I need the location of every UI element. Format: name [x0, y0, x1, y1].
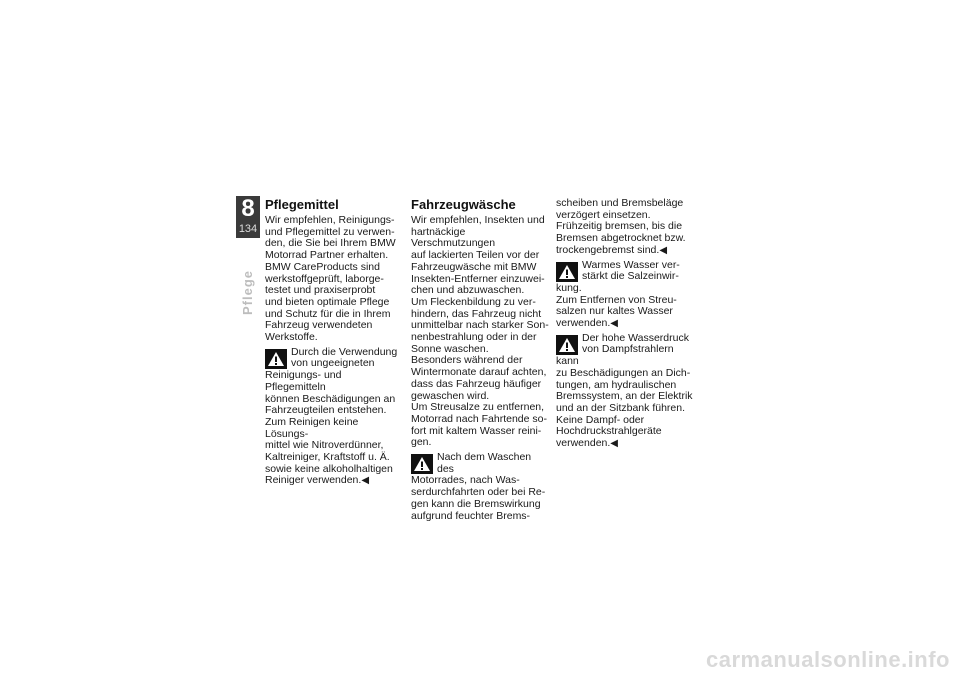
- warm-water-warning: [556, 260, 694, 330]
- brake-warning-text-part2: scheiben und Bremsbeläge verzögert einsetzen. Frühzeitig bremsen, bis die Bremsen abgetrocknet bzw. trockengebremst sind.: [556, 197, 686, 256]
- chapter-number: 8: [241, 195, 255, 222]
- watermark: carmanualsonline.info: [706, 647, 950, 672]
- warm-water-warning-text: Warmes Wasser ver- stärkt die Salzeinwir- kung. Zum Entfernen von Streu- salzen nur kaltes Wasser verwenden.: [556, 258, 680, 330]
- end-marker-icon: ◀: [361, 475, 370, 487]
- fahrzeugwaesche-intro: Wir empfehlen, Insekten und hartnäckige Verschmutzungen auf lackierten Teilen vor der Fahrzeugwäsche mit BMW Insekten-Entferner einzuwei- chen und abzuwaschen. Um Fleckenbildung zu ver- hindern, das Fahrzeug nicht unmittelbar nach starker Son- nenbestrahlung oder in der Sonne waschen. Besonders während der Wintermonate darauf achten, dass das Fahrzeug häufiger gewaschen wird. Um Streusalze zu entfernen, Motorrad nach Fahrtende so- fort mit kaltem Wasser reini- gen.: [411, 214, 549, 449]
- end-marker-icon: ◀: [659, 244, 668, 256]
- pflegemittel-warning-text: Durch die Verwendung von ungeeigneten Reinigungs- und Pflegemitteln können Beschädigungen an Fahrzeugteilen entstehen. Zum Reinigen keine Lösungs- mittel wie Nitroverdünner, Kaltreiniger, Kraftstoff u. Ä. sowie keine alkoholhaltigen Reiniger verwenden.: [265, 345, 398, 487]
- warning-triangle-icon: [411, 454, 433, 474]
- brake-warning: [411, 452, 549, 522]
- section-title-fahrzeugwaesche: Fahrzeugwäsche: [411, 197, 516, 212]
- high-pressure-warning: [556, 333, 694, 450]
- pflegemittel-intro: Wir empfehlen, Reinigungs- und Pflegemittel zu verwen- den, die Sie bei Ihrem BMW Motorrad Partner erhalten. BMW CareProducts sind werkstoffgeprüft, laborge- testet und praxiserprobt und bieten optimale Pflege und Schutz für die in Ihrem Fahrzeug verwendeten Werkstoffe.: [265, 214, 396, 344]
- chapter-side-label: Pflege: [240, 269, 255, 315]
- column-3: [556, 198, 694, 450]
- column-2: [411, 198, 549, 522]
- column-1: [265, 198, 403, 487]
- warning-triangle-icon: [265, 349, 287, 369]
- high-pressure-warning-text: Der hohe Wasserdruck von Dampfstrahlern kann zu Beschädigungen an Dich- tungen, am hydraulischen Bremssystem, an der Elektrik und an der Sitzbank führen. Keine Dampf- oder Hochdruckstrahlgeräte verwenden.: [556, 331, 693, 450]
- brake-warning-text-part1: Nach dem Waschen des Motorrades, nach Was- serdurchfahrten oder bei Re- gen kann die Bremswirkung aufgrund feuchter Brems-: [411, 451, 546, 522]
- end-marker-icon: ◀: [610, 438, 618, 450]
- end-marker-icon: ◀: [610, 318, 618, 330]
- section-title-pflegemittel: Pflegemittel: [265, 197, 339, 212]
- page-number: 134: [238, 223, 258, 235]
- pflegemittel-warning: [265, 347, 403, 487]
- warning-triangle-icon: [556, 335, 578, 355]
- warning-triangle-icon: [556, 262, 578, 282]
- chapter-tab: [236, 196, 260, 238]
